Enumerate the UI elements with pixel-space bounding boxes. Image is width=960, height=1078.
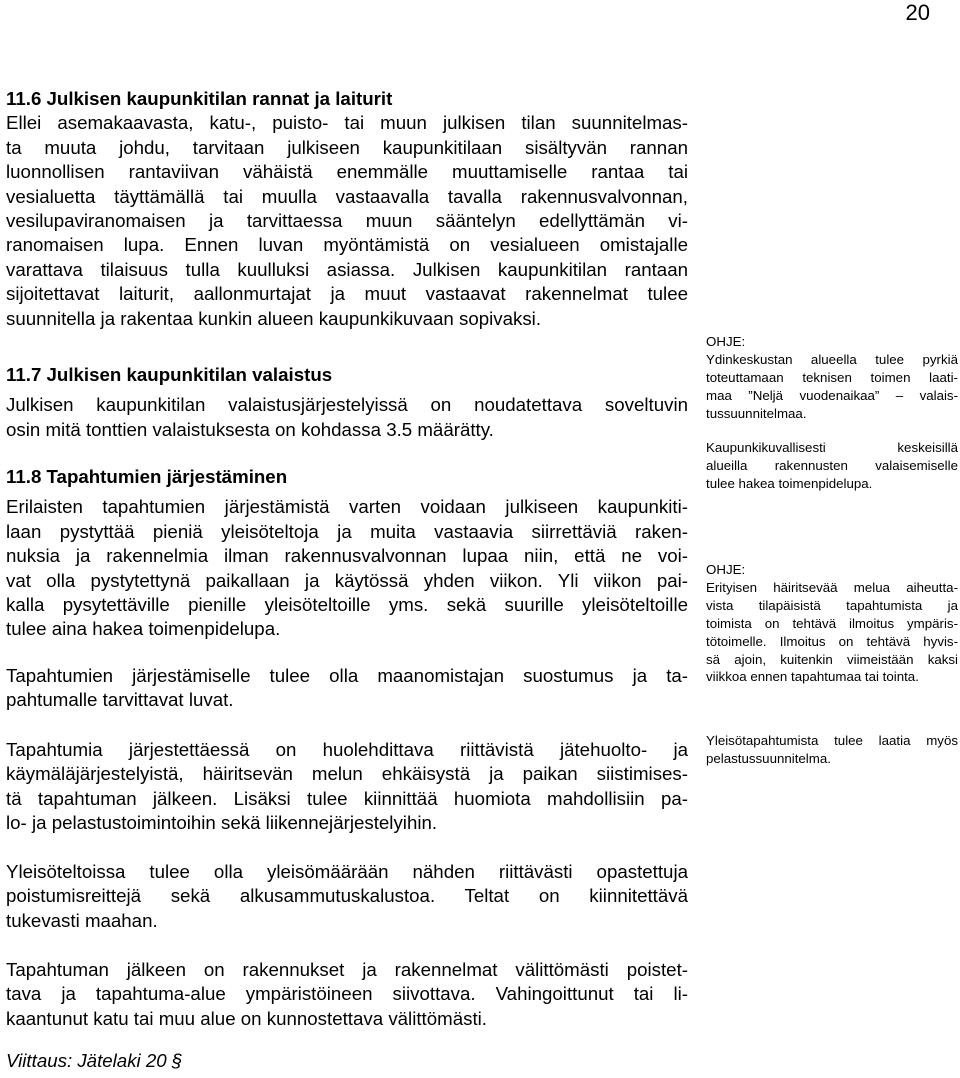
text-line: maa ”Neljä vuodenaikaa” – valais- <box>706 387 958 403</box>
text-line: ranomaisen lupa. Ennen luvan myöntämistä on vesialueen omistajalle <box>6 234 688 256</box>
reference-footer: Viittaus: Jätelaki 20 § <box>6 1050 183 1071</box>
text-line: Erilaisten tapahtumien järjestämistä varten voidaan julkiseen kaupunkiti- <box>6 496 688 518</box>
text-line: viikkoa ennen tapahtumaa tai tointa. <box>706 669 919 685</box>
heading-11-6: 11.6 Julkisen kaupunkitilan rannat ja laiturit <box>6 88 393 109</box>
text-line: tötoimelle. Ilmoitus on tehtävä hyvis- <box>706 633 958 649</box>
heading-11-7: 11.7 Julkisen kaupunkitilan valaistus <box>6 364 333 385</box>
text-line: sijoitettavat laiturit, aallonmurtajat ja muut vastaavat rakennelmat tulee <box>6 283 688 305</box>
sidebar-note-noise <box>706 561 958 686</box>
sidebar-note-permit <box>706 439 958 493</box>
sidebar-note-rescue-plan <box>706 732 958 768</box>
text-line: luonnollisen rantaviivan vähäistä enemmälle muuttamiselle rantaa tai <box>6 161 688 183</box>
paragraph-11-7 <box>6 393 688 442</box>
page-number: 20 <box>905 0 930 25</box>
text-line: vista tilapäisistä tapahtumista ja <box>706 597 958 613</box>
text-line: Yleisöteltoissa tulee olla yleisömäärään nähden riittävästi opastettuja <box>6 861 688 882</box>
text-line: vesialuetta täyttämällä tai muulla vastaavalla tavalla rakennusvalvonnan, <box>6 185 688 207</box>
sidebar-note-lighting <box>706 333 958 423</box>
text-line: tukevasti maahan. <box>6 909 158 931</box>
text-line: alueilla rakennusten valaisemiselle <box>706 457 958 473</box>
paragraph-11-6 <box>6 111 688 331</box>
paragraph-11-8-2 <box>6 664 688 713</box>
text-line: Ydinkeskustan alueella tulee pyrkiä <box>706 351 958 367</box>
text-line: vesilupaviranomaisen ja tarvittaessa muun sääntelyn edellyttämän vi- <box>6 210 688 232</box>
text-line: varattava tilaisuus tulla kuulluksi asiassa. Julkisen kaupunkitilan rantaan <box>6 258 688 280</box>
text-line: toteuttamaan teknisen toimen laati- <box>706 369 958 385</box>
text-line: Ellei asemakaavasta, katu-, puisto- tai muun julkisen tilan suunnitelmas- <box>6 112 688 134</box>
note-label: OHJE: <box>706 334 746 349</box>
text-line: tulee hakea toimenpidelupa. <box>706 475 873 491</box>
text-line: Kaupunkikuvallisesti keskeisillä <box>706 440 958 455</box>
text-line: pelastussuunnitelma. <box>706 750 831 766</box>
text-line: nuksia ja rakennelmia ilman rakennusvalvonnan lupaa niin, että ne voi- <box>6 545 688 567</box>
text-line: Tapahtumia järjestettäessä on huolehdittava riittävistä jätehuolto- ja <box>6 739 688 760</box>
note-label: OHJE: <box>706 562 746 577</box>
paragraph-11-8-4 <box>6 860 688 933</box>
text-line: kalla pysytettäville pienille yleisöteltoille yms. sekä suurille yleisöteltoille <box>6 594 688 616</box>
paragraph-11-8-1 <box>6 495 688 641</box>
text-line: kaantunut katu tai muu alue on kunnostettava välittömästi. <box>6 1007 487 1029</box>
text-line: tä tapahtuman jälkeen. Lisäksi tulee kiinnittää huomiota mahdollisiin pa- <box>6 787 688 809</box>
text-line: pahtumalle tarvittavat luvat. <box>6 689 234 711</box>
paragraph-11-8-3 <box>6 738 688 836</box>
text-line: Yleisötapahtumista tulee laatia myös <box>706 733 958 748</box>
text-line: lo- ja pelastustoimintoihin sekä liikennejärjestelyihin. <box>6 812 438 834</box>
text-line: vat olla pystytettynä paikallaan ja käytössä yhden viikon. Yli viikon pai- <box>6 569 688 591</box>
section-11-6 <box>6 87 688 331</box>
text-line: suunnitella ja rakentaa kunkin alueen kaupunkikuvaan sopivaksi. <box>6 307 542 329</box>
section-11-8 <box>6 465 688 642</box>
text-line: poistumisreittejä sekä alkusammutuskalustoa. Teltat on kiinnitettävä <box>6 885 688 907</box>
text-line: osin mitä tonttien valaistuksesta on kohdassa 3.5 määrätty. <box>6 418 494 440</box>
text-line: tussuunnitelmaa. <box>706 405 807 421</box>
section-11-7 <box>6 363 688 442</box>
paragraph-11-8-5 <box>6 958 688 1031</box>
text-line: tulee aina hakea toimenpidelupa. <box>6 618 281 640</box>
heading-11-8: 11.8 Tapahtumien järjestäminen <box>6 466 288 487</box>
text-line: sä ajoin, kuitenkin viimeistään kaksi <box>706 651 958 667</box>
text-line: käymäläjärjestelyistä, häiritsevän melun ehkäisystä ja paikan siistimises- <box>6 763 688 785</box>
text-line: laan pystyttää pieniä yleisöteltoja ja muita vastaavia siirrettäviä raken- <box>6 520 688 542</box>
text-line: Erityisen häiritsevää melua aiheutta- <box>706 579 958 595</box>
text-line: Tapahtuman jälkeen on rakennukset ja rakennelmat välittömästi poistet- <box>6 959 688 980</box>
text-line: Tapahtumien järjestämiselle tulee olla maanomistajan suostumus ja ta- <box>6 665 688 686</box>
text-line: Julkisen kaupunkitilan valaistusjärjestelyissä on noudatettava soveltuvin <box>6 394 688 416</box>
text-line: toimista on tehtävä ilmoitus ympäris- <box>706 615 958 631</box>
text-line: tava ja tapahtuma-alue ympäristöineen siivottava. Vahingoittunut tai li- <box>6 983 688 1005</box>
text-line: ta muuta johdu, tarvitaan julkiseen kaupunkitilaan sisältyvän rannan <box>6 136 688 158</box>
